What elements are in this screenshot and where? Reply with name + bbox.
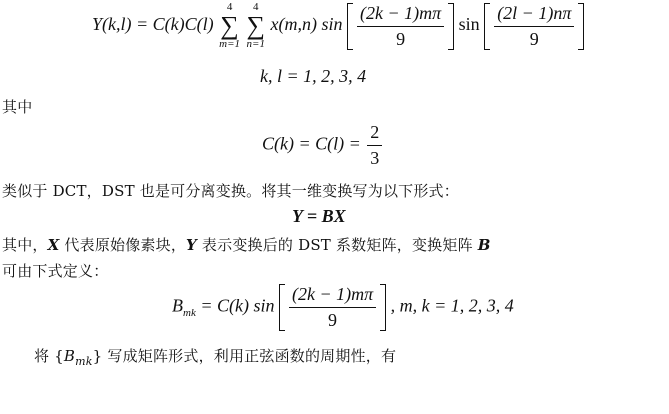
- eq1-term: x(m,n) sin: [270, 14, 343, 35]
- fraction-2-3: $\frac{2}{3}$: [367, 122, 382, 169]
- bracket-1: [347, 3, 454, 50]
- equation-ck: C(k) = C(l) = $\frac{2}{3}$: [262, 122, 384, 169]
- fraction-2: $\frac{(2l - 1)n\pi}{9}$: [494, 3, 574, 50]
- fraction-3: $\frac{(2k - 1)m\pi}{9}$: [289, 284, 376, 331]
- equation-y-bx: Y = BX: [292, 206, 346, 226]
- paragraph-similar: 类似于 DCT，DST 也是可分离变换。将其一维变换写为以下形式：: [2, 182, 459, 200]
- eq1-sin2: sin: [458, 14, 480, 35]
- fraction-1: $\frac{(2k - 1)m\pi}{9}$: [357, 3, 444, 50]
- equation-bmk: $B_{mk} = C(k)$ sin $\frac{(2k - 1)m\pi}{9}$ , m, k = 1, 2, 3, 4: [172, 284, 514, 330]
- sum-m: 4 ∑ m=1: [219, 1, 240, 50]
- sum-n: 4 ∑ n=1: [246, 1, 266, 50]
- paragraph-qizhong: 其中: [2, 98, 33, 116]
- paragraph-where: 其中，X 代表原始像素块，Y 表示变换后的 DST 系数矩阵，变换矩阵 B: [2, 236, 491, 254]
- equation-dst-2d: [92, 2, 584, 50]
- bracket-3: [279, 284, 386, 331]
- equation-range: k, l = 1, 2, 3, 4: [260, 66, 367, 86]
- paragraph-last: 将 $\{B_{mk}\}$ 写成矩阵形式，利用正弦函数的周期性，有: [34, 347, 397, 368]
- eq1-lhs: Y(k,l) = C(k)C(l): [92, 14, 214, 35]
- paragraph-define: 可由下式定义：: [2, 262, 109, 280]
- bracket-2: [484, 3, 584, 50]
